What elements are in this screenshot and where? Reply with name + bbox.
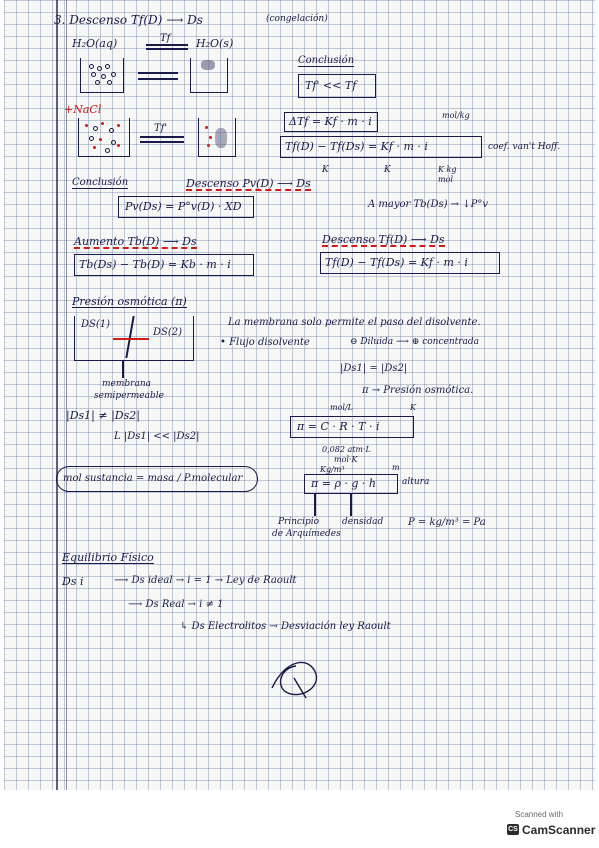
tb-equation: Tb(Ds) − Tb(D) = Kb · m · i [79,258,231,271]
ds-less: L |Ds1| << |Ds2| [114,431,200,442]
tf-equation-2-box [320,252,500,274]
delta-tf-eq: ΔTf = Kf · m · i [289,115,372,128]
arrow-back [146,48,188,50]
conclusion-1-eq: Tf' << Tf [305,79,357,92]
margin-line [56,0,58,790]
osmosis-vessel [74,316,194,361]
ds-electrolitos-line: ↳ Ds Electrolitos → Desviación ley Raoult [180,621,391,632]
water-liquid: H₂O(aq) [72,37,118,50]
pointer-densidad [350,494,352,516]
badge-camscanner: CamScanner [522,823,596,837]
eq-arrow-1 [138,72,178,74]
kgm3-unit: Kg/m³ [320,465,345,474]
mol-sustancia-oval [56,466,258,492]
presion-osmotica-heading: Presión osmótica (π) [72,295,187,308]
coef-van-t-hoff: coef. van't Hoff. [488,142,561,152]
arrow-forward [146,44,188,46]
conclusion-2-label: Conclusión [72,177,129,188]
heading-congelacion: (congelación) [266,14,328,24]
principio-label: Principio [278,517,320,527]
ds-real-line: ⟶ Ds Real → i ≠ 1 [128,599,224,610]
arquimedes-label: de Arquímedes [272,529,341,539]
water-solid: H₂O(s) [196,37,234,50]
tf-equation-box [280,136,482,158]
badge-scanned-with: Scanned with [515,810,564,819]
m-unit: m [392,463,400,472]
unit-k-2: K [384,165,391,175]
rho-equation: π = ρ · g · h [311,477,377,490]
diluida-concentrada: ⊖ Diluida ⟶ ⊕ concentrada [350,337,480,347]
conclusion-1-label: Conclusión [298,55,355,66]
tf-label: Tf [160,33,171,44]
delta-tf-box [284,112,378,132]
unit-mol-l: mol/L [330,403,353,412]
unit-k-3: K [410,403,416,412]
notebook-page [4,0,595,790]
mol-sustancia-eq: mol sustancia = masa / P.molecular [63,473,243,484]
semipermeable-label: semipermeable [94,391,164,401]
rho-equation-box [304,474,398,494]
pv-equation: Pv(Ds) = P°v(D) · XD [125,200,242,213]
r-value: 0,082 atm·L [322,445,371,454]
flujo-disolvente: • Flujo disolvente [220,337,310,348]
pressure-units: P = kg/m³ = Pa [408,517,486,528]
ds-not-equal: |Ds1| ≠ |Ds2| [66,409,140,422]
pointer-principio [314,494,316,516]
molkg-label: mol/kg [442,111,470,120]
pv-equation-box [118,196,254,218]
tf-equation-2: Tf(D) − Tf(Ds) = Kf · m · i [325,256,468,269]
unit-k-1: K [322,165,329,175]
beaker-frozen-solution [198,118,236,157]
camscanner-logo-icon: CS [508,826,518,833]
eq-arrow-2 [138,78,178,80]
tf-equation: Tf(D) − Tf(Ds) = Kf · m · i [285,140,428,153]
heading-descenso-tf: 3. Descenso Tf(D) ⟶ Ds [54,13,203,27]
ds-i-label: Ds i [62,575,84,588]
ds-ideal-line: ⟶ Ds ideal → i = 1 → Ley de Raoult [114,575,297,586]
pi-equation: π = C · R · T · i [297,420,380,433]
membrane-pointer [122,360,124,378]
camscanner-badge [505,808,596,842]
descenso-pv-heading: Descenso Pv(D) ⟶ Ds [186,177,311,190]
membrana-label: membrana [102,379,151,389]
eq-arrow-3 [140,136,184,138]
unit-mol: mol [438,175,453,184]
ds1-label: DS(1) [81,319,111,330]
nacl-label: +NaCl [64,103,102,116]
conclusion-1-box [298,74,376,98]
equilibrio-fisico-heading: Equilibrio Físico [62,551,154,564]
unit-k-kg: K kg [438,165,457,174]
r-unit: mol·K [334,455,358,464]
beaker-solution [78,118,130,157]
beaker-solid [190,58,228,93]
ds2-label: DS(2) [153,327,183,338]
densidad-label: densidad [342,517,384,527]
mayor-tb-note: A mayor Tb(Ds) → ↓P°v [368,199,488,210]
membrane-statement: La membrana solo permite el paso del disolvente. [228,317,481,328]
altura-label: altura [402,477,430,487]
doodle-scribble [266,648,326,708]
tf-prime-label: Tf' [154,123,168,134]
margin-line-2 [66,0,67,790]
beaker-liquid [80,58,124,93]
ds-equal: |Ds1| = |Ds2| [340,363,408,374]
eq-arrow-4 [140,141,184,143]
pi-equation-box [290,416,414,438]
aumento-tb-heading: Aumento Tb(D) ⟶ Ds [74,235,197,248]
tb-equation-box [74,254,254,276]
descenso-tf-heading: Descenso Tf(D) ⟶ Ds [322,233,445,246]
pi-presion-osmotica: π → Presión osmótica. [362,385,474,396]
